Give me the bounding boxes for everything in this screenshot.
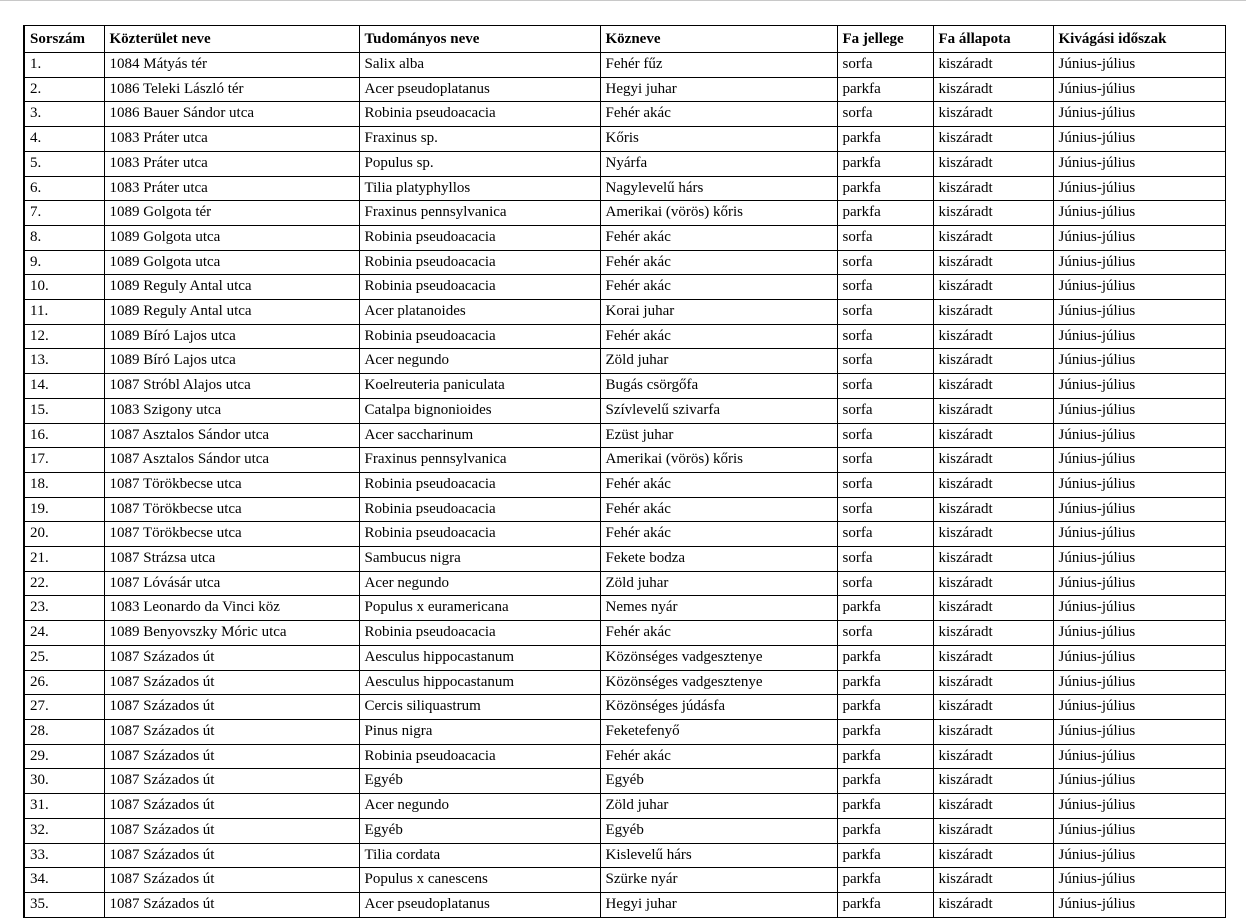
cell-kivagasi-idoszak: Június-július [1053,176,1225,201]
cell-fa-jellege: parkfa [837,695,933,720]
cell-kozneve: Nyárfa [600,151,837,176]
cell-kozneve: Fehér akác [600,744,837,769]
table-row [24,892,1225,917]
cell-kivagasi-idoszak: Június-július [1053,794,1225,819]
cell-kozterulet-neve: 1087 Százados út [104,645,359,670]
cell-tudomanyos-neve: Salix alba [359,53,600,78]
cell-tudomanyos-neve: Acer negundo [359,794,600,819]
cell-kivagasi-idoszak: Június-július [1053,670,1225,695]
cell-kivagasi-idoszak: Június-július [1053,374,1225,399]
cell-sorszam: 8. [24,225,104,250]
cell-kivagasi-idoszak: Június-július [1053,300,1225,325]
table-row [24,695,1225,720]
cell-sorszam: 10. [24,275,104,300]
cell-fa-allapota: kiszáradt [933,621,1053,646]
table-row [24,102,1225,127]
cell-sorszam: 28. [24,719,104,744]
cell-kozneve: Zöld juhar [600,794,837,819]
cell-sorszam: 11. [24,300,104,325]
cell-tudomanyos-neve: Fraxinus pennsylvanica [359,448,600,473]
cell-kozterulet-neve: 1087 Strázsa utca [104,547,359,572]
cell-fa-jellege: parkfa [837,843,933,868]
table-row [24,794,1225,819]
cell-fa-jellege: parkfa [837,201,933,226]
cell-kivagasi-idoszak: Június-július [1053,744,1225,769]
cell-fa-jellege: parkfa [837,77,933,102]
cell-kozterulet-neve: 1087 Százados út [104,744,359,769]
cell-fa-jellege: sorfa [837,423,933,448]
table-row [24,670,1225,695]
table-row [24,374,1225,399]
cell-kivagasi-idoszak: Június-július [1053,275,1225,300]
cell-fa-allapota: kiszáradt [933,250,1053,275]
cell-tudomanyos-neve: Populus x euramericana [359,596,600,621]
table-row [24,275,1225,300]
cell-kivagasi-idoszak: Június-július [1053,695,1225,720]
table-row [24,719,1225,744]
table-row [24,818,1225,843]
cell-kozterulet-neve: 1089 Reguly Antal utca [104,275,359,300]
cell-sorszam: 33. [24,843,104,868]
table-row [24,769,1225,794]
cell-kivagasi-idoszak: Június-július [1053,102,1225,127]
cell-fa-jellege: sorfa [837,53,933,78]
cell-fa-allapota: kiszáradt [933,497,1053,522]
cell-sorszam: 34. [24,868,104,893]
cell-fa-allapota: kiszáradt [933,522,1053,547]
cell-sorszam: 15. [24,398,104,423]
cell-kivagasi-idoszak: Június-július [1053,818,1225,843]
header-tudomanyos-neve: Tudományos neve [359,26,600,53]
cell-fa-allapota: kiszáradt [933,645,1053,670]
cell-kozterulet-neve: 1089 Bíró Lajos utca [104,324,359,349]
cell-kozneve: Amerikai (vörös) kőris [600,201,837,226]
cell-sorszam: 7. [24,201,104,226]
table-row [24,250,1225,275]
cell-fa-jellege: sorfa [837,398,933,423]
cell-fa-jellege: sorfa [837,300,933,325]
cell-kozterulet-neve: 1087 Százados út [104,818,359,843]
cell-sorszam: 5. [24,151,104,176]
cell-fa-allapota: kiszáradt [933,868,1053,893]
cell-kozneve: Hegyi juhar [600,892,837,917]
cell-tudomanyos-neve: Tilia platyphyllos [359,176,600,201]
cell-sorszam: 23. [24,596,104,621]
cell-kozterulet-neve: 1089 Golgota tér [104,201,359,226]
cell-kozterulet-neve: 1087 Százados út [104,769,359,794]
cell-kivagasi-idoszak: Június-július [1053,596,1225,621]
cell-sorszam: 3. [24,102,104,127]
cell-kozterulet-neve: 1089 Golgota utca [104,250,359,275]
cell-kivagasi-idoszak: Június-július [1053,843,1225,868]
cell-kozterulet-neve: 1087 Asztalos Sándor utca [104,423,359,448]
table-row [24,423,1225,448]
cell-fa-allapota: kiszáradt [933,571,1053,596]
cell-kozneve: Zöld juhar [600,571,837,596]
cell-fa-allapota: kiszáradt [933,77,1053,102]
cell-sorszam: 29. [24,744,104,769]
cell-sorszam: 25. [24,645,104,670]
cell-kivagasi-idoszak: Június-július [1053,497,1225,522]
cell-tudomanyos-neve: Populus x canescens [359,868,600,893]
cell-kozterulet-neve: 1086 Teleki László tér [104,77,359,102]
cell-kozneve: Fehér fűz [600,53,837,78]
cell-tudomanyos-neve: Acer pseudoplatanus [359,77,600,102]
cell-fa-jellege: parkfa [837,794,933,819]
cell-kozneve: Amerikai (vörös) kőris [600,448,837,473]
table-row [24,472,1225,497]
cell-sorszam: 16. [24,423,104,448]
cell-fa-jellege: parkfa [837,645,933,670]
header-kozneve: Közneve [600,26,837,53]
cell-kozterulet-neve: 1087 Asztalos Sándor utca [104,448,359,473]
cell-kozterulet-neve: 1087 Százados út [104,670,359,695]
cell-kozneve: Feketefenyő [600,719,837,744]
cell-kozneve: Fehér akác [600,275,837,300]
cell-sorszam: 27. [24,695,104,720]
cell-tudomanyos-neve: Acer saccharinum [359,423,600,448]
cell-fa-allapota: kiszáradt [933,349,1053,374]
cell-tudomanyos-neve: Acer pseudoplatanus [359,892,600,917]
cell-kozneve: Szürke nyár [600,868,837,893]
table-row [24,621,1225,646]
tree-removal-table [23,25,1226,918]
cell-sorszam: 2. [24,77,104,102]
cell-fa-allapota: kiszáradt [933,275,1053,300]
table-row [24,176,1225,201]
cell-kozneve: Korai juhar [600,300,837,325]
cell-fa-jellege: sorfa [837,497,933,522]
cell-fa-jellege: sorfa [837,621,933,646]
cell-kozneve: Fehér akác [600,522,837,547]
cell-kozterulet-neve: 1087 Százados út [104,719,359,744]
cell-fa-jellege: sorfa [837,102,933,127]
cell-kivagasi-idoszak: Június-július [1053,571,1225,596]
cell-tudomanyos-neve: Robinia pseudoacacia [359,225,600,250]
table-row [24,645,1225,670]
cell-kozterulet-neve: 1083 Práter utca [104,127,359,152]
table-row [24,349,1225,374]
cell-fa-allapota: kiszáradt [933,843,1053,868]
table-row [24,127,1225,152]
cell-kivagasi-idoszak: Június-július [1053,151,1225,176]
cell-fa-allapota: kiszáradt [933,670,1053,695]
table-row [24,547,1225,572]
cell-sorszam: 1. [24,53,104,78]
cell-fa-jellege: parkfa [837,670,933,695]
cell-fa-jellege: parkfa [837,769,933,794]
cell-fa-jellege: parkfa [837,176,933,201]
cell-sorszam: 12. [24,324,104,349]
cell-tudomanyos-neve: Acer negundo [359,571,600,596]
cell-kozneve: Közönséges vadgesztenye [600,670,837,695]
cell-kivagasi-idoszak: Június-július [1053,621,1225,646]
cell-kivagasi-idoszak: Június-július [1053,423,1225,448]
cell-kozterulet-neve: 1087 Százados út [104,695,359,720]
cell-fa-allapota: kiszáradt [933,53,1053,78]
cell-kivagasi-idoszak: Június-július [1053,225,1225,250]
table-row [24,53,1225,78]
cell-kivagasi-idoszak: Június-július [1053,769,1225,794]
cell-fa-jellege: sorfa [837,225,933,250]
cell-fa-allapota: kiszáradt [933,547,1053,572]
cell-kozterulet-neve: 1087 Százados út [104,868,359,893]
cell-tudomanyos-neve: Fraxinus sp. [359,127,600,152]
cell-fa-allapota: kiszáradt [933,176,1053,201]
cell-kozterulet-neve: 1083 Práter utca [104,176,359,201]
cell-fa-allapota: kiszáradt [933,324,1053,349]
cell-kozneve: Egyéb [600,769,837,794]
table-row [24,398,1225,423]
cell-fa-jellege: sorfa [837,522,933,547]
cell-fa-allapota: kiszáradt [933,300,1053,325]
cell-fa-jellege: parkfa [837,719,933,744]
cell-kozneve: Fekete bodza [600,547,837,572]
header-kozterulet-neve: Közterület neve [104,26,359,53]
cell-fa-allapota: kiszáradt [933,695,1053,720]
cell-kozterulet-neve: 1087 Százados út [104,843,359,868]
cell-fa-jellege: sorfa [837,448,933,473]
cell-kozterulet-neve: 1087 Százados út [104,794,359,819]
cell-fa-allapota: kiszáradt [933,102,1053,127]
cell-kivagasi-idoszak: Június-július [1053,472,1225,497]
cell-fa-allapota: kiszáradt [933,596,1053,621]
cell-kozneve: Fehér akác [600,102,837,127]
cell-kozterulet-neve: 1083 Szigony utca [104,398,359,423]
table-row [24,522,1225,547]
cell-tudomanyos-neve: Acer negundo [359,349,600,374]
cell-sorszam: 24. [24,621,104,646]
cell-tudomanyos-neve: Acer platanoides [359,300,600,325]
table-row [24,596,1225,621]
cell-fa-jellege: sorfa [837,324,933,349]
cell-fa-allapota: kiszáradt [933,818,1053,843]
cell-sorszam: 9. [24,250,104,275]
cell-tudomanyos-neve: Robinia pseudoacacia [359,522,600,547]
table-row [24,201,1225,226]
cell-kozneve: Szívlevelű szivarfa [600,398,837,423]
cell-tudomanyos-neve: Catalpa bignonioides [359,398,600,423]
cell-kozterulet-neve: 1087 Törökbecse utca [104,497,359,522]
cell-kivagasi-idoszak: Június-július [1053,250,1225,275]
cell-tudomanyos-neve: Robinia pseudoacacia [359,275,600,300]
cell-kivagasi-idoszak: Június-július [1053,448,1225,473]
cell-fa-allapota: kiszáradt [933,398,1053,423]
cell-fa-allapota: kiszáradt [933,423,1053,448]
cell-tudomanyos-neve: Aesculus hippocastanum [359,645,600,670]
cell-kozterulet-neve: 1089 Reguly Antal utca [104,300,359,325]
cell-fa-jellege: sorfa [837,250,933,275]
cell-kozterulet-neve: 1089 Bíró Lajos utca [104,349,359,374]
cell-kozterulet-neve: 1087 Stróbl Alajos utca [104,374,359,399]
cell-kozterulet-neve: 1089 Golgota utca [104,225,359,250]
cell-sorszam: 18. [24,472,104,497]
cell-kozneve: Egyéb [600,818,837,843]
cell-fa-allapota: kiszáradt [933,225,1053,250]
cell-kozneve: Közönséges vadgesztenye [600,645,837,670]
table-row [24,744,1225,769]
cell-kozterulet-neve: 1083 Leonardo da Vinci köz [104,596,359,621]
header-kivagasi-idoszak: Kivágási időszak [1053,26,1225,53]
cell-sorszam: 17. [24,448,104,473]
header-sorszam: Sorszám [24,26,104,53]
cell-fa-jellege: sorfa [837,472,933,497]
table-row [24,324,1225,349]
cell-sorszam: 32. [24,818,104,843]
cell-kivagasi-idoszak: Június-július [1053,522,1225,547]
cell-fa-jellege: parkfa [837,151,933,176]
cell-sorszam: 21. [24,547,104,572]
cell-kozterulet-neve: 1087 Törökbecse utca [104,472,359,497]
cell-fa-jellege: sorfa [837,275,933,300]
cell-fa-allapota: kiszáradt [933,892,1053,917]
cell-fa-allapota: kiszáradt [933,127,1053,152]
table-row [24,571,1225,596]
cell-tudomanyos-neve: Sambucus nigra [359,547,600,572]
cell-tudomanyos-neve: Aesculus hippocastanum [359,670,600,695]
cell-fa-jellege: parkfa [837,818,933,843]
cell-sorszam: 14. [24,374,104,399]
cell-tudomanyos-neve: Populus sp. [359,151,600,176]
cell-fa-allapota: kiszáradt [933,719,1053,744]
cell-tudomanyos-neve: Egyéb [359,818,600,843]
cell-fa-allapota: kiszáradt [933,794,1053,819]
cell-kozneve: Nagylevelű hárs [600,176,837,201]
cell-kozneve: Nemes nyár [600,596,837,621]
cell-kozterulet-neve: 1089 Benyovszky Móric utca [104,621,359,646]
cell-fa-jellege: parkfa [837,744,933,769]
cell-fa-jellege: parkfa [837,596,933,621]
table-row [24,225,1225,250]
cell-tudomanyos-neve: Tilia cordata [359,843,600,868]
cell-fa-jellege: sorfa [837,374,933,399]
cell-kozneve: Ezüst juhar [600,423,837,448]
cell-kozterulet-neve: 1083 Práter utca [104,151,359,176]
cell-tudomanyos-neve: Robinia pseudoacacia [359,744,600,769]
cell-tudomanyos-neve: Robinia pseudoacacia [359,472,600,497]
cell-tudomanyos-neve: Robinia pseudoacacia [359,497,600,522]
table-header-row [24,26,1225,53]
cell-sorszam: 35. [24,892,104,917]
table-row [24,448,1225,473]
cell-fa-allapota: kiszáradt [933,201,1053,226]
cell-fa-allapota: kiszáradt [933,744,1053,769]
cell-tudomanyos-neve: Robinia pseudoacacia [359,621,600,646]
cell-tudomanyos-neve: Cercis siliquastrum [359,695,600,720]
cell-tudomanyos-neve: Egyéb [359,769,600,794]
cell-tudomanyos-neve: Koelreuteria paniculata [359,374,600,399]
cell-fa-allapota: kiszáradt [933,472,1053,497]
cell-kivagasi-idoszak: Június-július [1053,719,1225,744]
cell-sorszam: 20. [24,522,104,547]
cell-sorszam: 6. [24,176,104,201]
cell-kivagasi-idoszak: Június-július [1053,201,1225,226]
page-top-border [0,0,1246,1]
cell-fa-jellege: sorfa [837,571,933,596]
cell-fa-allapota: kiszáradt [933,448,1053,473]
cell-sorszam: 22. [24,571,104,596]
cell-fa-jellege: sorfa [837,349,933,374]
cell-tudomanyos-neve: Robinia pseudoacacia [359,102,600,127]
cell-fa-jellege: parkfa [837,127,933,152]
cell-kivagasi-idoszak: Június-július [1053,398,1225,423]
cell-fa-jellege: sorfa [837,547,933,572]
cell-kivagasi-idoszak: Június-július [1053,868,1225,893]
cell-kivagasi-idoszak: Június-július [1053,127,1225,152]
cell-kozneve: Zöld juhar [600,349,837,374]
cell-kozneve: Fehér akác [600,497,837,522]
cell-kivagasi-idoszak: Június-július [1053,645,1225,670]
table-row [24,77,1225,102]
header-fa-allapota: Fa állapota [933,26,1053,53]
cell-tudomanyos-neve: Fraxinus pennsylvanica [359,201,600,226]
cell-kivagasi-idoszak: Június-július [1053,892,1225,917]
cell-sorszam: 30. [24,769,104,794]
cell-kozneve: Fehér akác [600,225,837,250]
cell-sorszam: 4. [24,127,104,152]
cell-sorszam: 19. [24,497,104,522]
cell-kozneve: Fehér akác [600,250,837,275]
table-row [24,497,1225,522]
table-row [24,843,1225,868]
cell-tudomanyos-neve: Pinus nigra [359,719,600,744]
cell-kivagasi-idoszak: Június-július [1053,324,1225,349]
cell-kozneve: Fehér akác [600,621,837,646]
cell-fa-jellege: parkfa [837,892,933,917]
cell-tudomanyos-neve: Robinia pseudoacacia [359,324,600,349]
cell-kozterulet-neve: 1087 Törökbecse utca [104,522,359,547]
cell-tudomanyos-neve: Robinia pseudoacacia [359,250,600,275]
cell-kozneve: Kislevelű hárs [600,843,837,868]
cell-sorszam: 31. [24,794,104,819]
cell-kozneve: Hegyi juhar [600,77,837,102]
table-row [24,151,1225,176]
cell-kozneve: Kőris [600,127,837,152]
cell-fa-allapota: kiszáradt [933,151,1053,176]
cell-kivagasi-idoszak: Június-július [1053,77,1225,102]
cell-kozterulet-neve: 1087 Lóvásár utca [104,571,359,596]
cell-kozterulet-neve: 1087 Százados út [104,892,359,917]
header-fa-jellege: Fa jellege [837,26,933,53]
cell-sorszam: 13. [24,349,104,374]
cell-kivagasi-idoszak: Június-július [1053,53,1225,78]
cell-sorszam: 26. [24,670,104,695]
cell-fa-jellege: parkfa [837,868,933,893]
cell-kozterulet-neve: 1086 Bauer Sándor utca [104,102,359,127]
cell-fa-allapota: kiszáradt [933,374,1053,399]
cell-kozneve: Bugás csörgőfa [600,374,837,399]
cell-kozneve: Fehér akác [600,324,837,349]
cell-kozterulet-neve: 1084 Mátyás tér [104,53,359,78]
cell-kivagasi-idoszak: Június-július [1053,349,1225,374]
cell-kozneve: Fehér akác [600,472,837,497]
cell-fa-allapota: kiszáradt [933,769,1053,794]
table-body [24,53,1225,918]
cell-kivagasi-idoszak: Június-július [1053,547,1225,572]
table-row [24,300,1225,325]
cell-kozneve: Közönséges júdásfa [600,695,837,720]
table-row [24,868,1225,893]
